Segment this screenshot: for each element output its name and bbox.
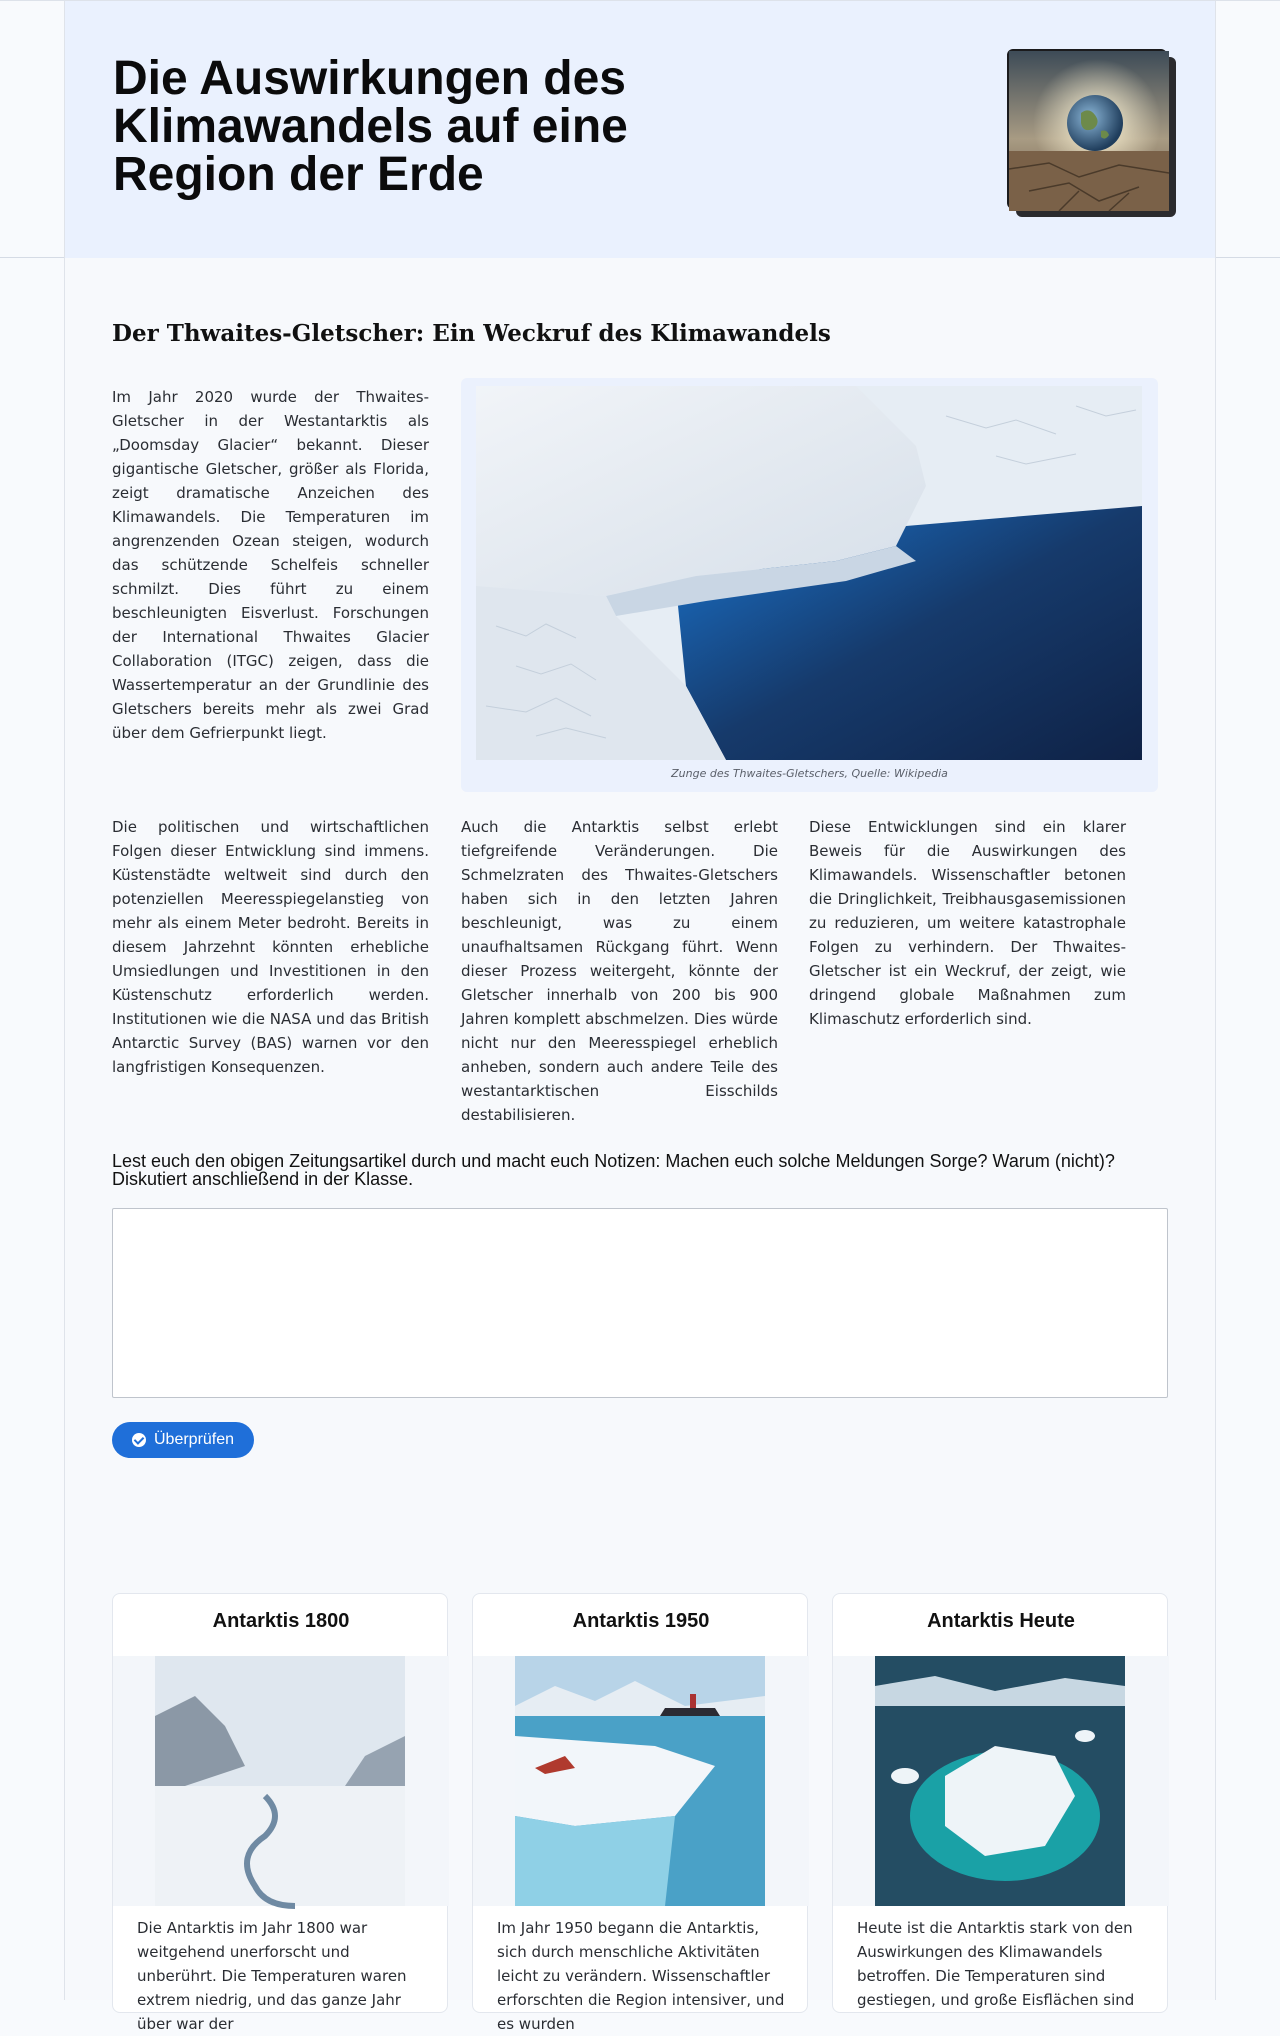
header-banner xyxy=(64,1,1216,258)
card-title: Antarktis 1800 xyxy=(212,1610,350,1632)
check-button-label: Überprüfen xyxy=(154,1431,235,1448)
check-button[interactable] xyxy=(112,1422,254,1458)
article-figure xyxy=(461,378,1158,792)
earth-drought-image xyxy=(1007,49,1167,209)
card-title: Antarktis 1950 xyxy=(572,1610,710,1632)
card-title: Antarktis Heute xyxy=(927,1610,1075,1632)
check-circle-icon xyxy=(132,1433,146,1447)
article-column-3: Diese Entwicklungen sind ein klarer Beweis für die Auswirkungen des Klimawandels. Wissenschaftler betonen die Dringlichkeit, Treibhausgasemissionen zu reduzieren, um weitere katastrophale Folgen zu verhindern. Der Thwaites-Gletscher ist ein Weckruf, der zeigt, wie dringend globale Maßnahmen zum Klimaschutz erforderlich sind. xyxy=(809,818,1126,1028)
glacier-tongue-image xyxy=(476,386,1142,760)
card-text: Im Jahr 1950 begann die Antarktis, sich durch menschliche Aktivitäten leicht zu verändern. Wissenschaftler erforschten die Region intensiver, und es wurden xyxy=(497,1919,785,2033)
card-antarktis-1800 xyxy=(112,1593,448,2033)
card-image-area xyxy=(113,1656,449,1906)
card-image-area xyxy=(473,1656,809,1906)
article-column-2: Auch die Antarktis selbst erlebt tiefgreifende Veränderungen. Die Schmelzraten des Thwaites-Gletschers haben sich in den letzten Jahren beschleunigt, was zu einem unaufhaltsamen Rückgang führt. Wenn dieser Prozess weitergeht, könnte der Gletscher innerhalb von 200 bis 900 Jahren komplett abschmelzen. Dies würde nicht nur den Meeresspiegel erheblich anheben, sondern auch andere Teile des westantarktischen Eisschilds destabilisieren. xyxy=(461,818,778,1124)
task-prompt: Lest euch den obigen Zeitungsartikel durch und macht euch Notizen: Machen euch solche Meldungen Sorge? Warum (nicht)? Diskutiert anschließend in der Klasse. xyxy=(112,1151,1115,1189)
page-header xyxy=(0,0,1280,258)
card-antarktis-1950 xyxy=(472,1593,808,2033)
article-heading: Der Thwaites-Gletscher: Ein Weckruf des Klimawandels xyxy=(112,320,831,347)
figure-caption: Zunge des Thwaites-Gletschers, Quelle: Wikipedia xyxy=(671,767,948,780)
antarctica-1950-image xyxy=(515,1656,765,1906)
card-text: Heute ist die Antarktis stark von den Auswirkungen des Klimawandels betroffen. Die Temperaturen sind gestiegen, und große Eisflächen sind xyxy=(857,1919,1135,2009)
antarctica-today-image xyxy=(875,1656,1125,1906)
notes-textarea[interactable] xyxy=(112,1208,1168,1398)
article-intro: Im Jahr 2020 wurde der Thwaites-Gletscher in der Westantarktis als „Doomsday Glacier“ bekannt. Dieser gigantische Gletscher, größer als Florida, zeigt dramatische Anzeichen des Klimawandels. Die Temperaturen im angrenzenden Ozean steigen, wodurch das schützende Schelfeis schneller schmilzt. Dies führt zu einem beschleunigten Eisverlust. Forschungen der International Thwaites Glacier Collaboration (ITGC) zeigen, dass die Wassertemperatur an der Grundlinie des Gletschers bereits mehr als zwei Grad über dem Gefrierpunkt liegt. xyxy=(112,388,429,742)
card-image-area xyxy=(833,1656,1169,1906)
antarctica-1800-image xyxy=(155,1656,405,1906)
card-text: Die Antarktis im Jahr 1800 war weitgehend unerforscht und unberührt. Die Temperaturen waren extrem niedrig, und das ganze Jahr über war der xyxy=(137,1919,407,2033)
card-antarktis-heute xyxy=(832,1593,1168,2013)
article-column-1: Die politischen und wirtschaftlichen Folgen dieser Entwicklung sind immens. Küstenstädte weltweit sind durch den potenziellen Meeresspiegelanstieg von mehr als einem Meter bedroht. Bereits in diesem Jahrzehnt könnten erhebliche Umsiedlungen und Investitionen in den Küstenschutz erforderlich werden. Institutionen wie die NASA und das British Antarctic Survey (BAS) warnen vor den langfristigen Konsequenzen. xyxy=(112,818,429,1076)
page-title: Die Auswirkungen des Klimawandels auf eine Region der Erde xyxy=(113,52,628,201)
